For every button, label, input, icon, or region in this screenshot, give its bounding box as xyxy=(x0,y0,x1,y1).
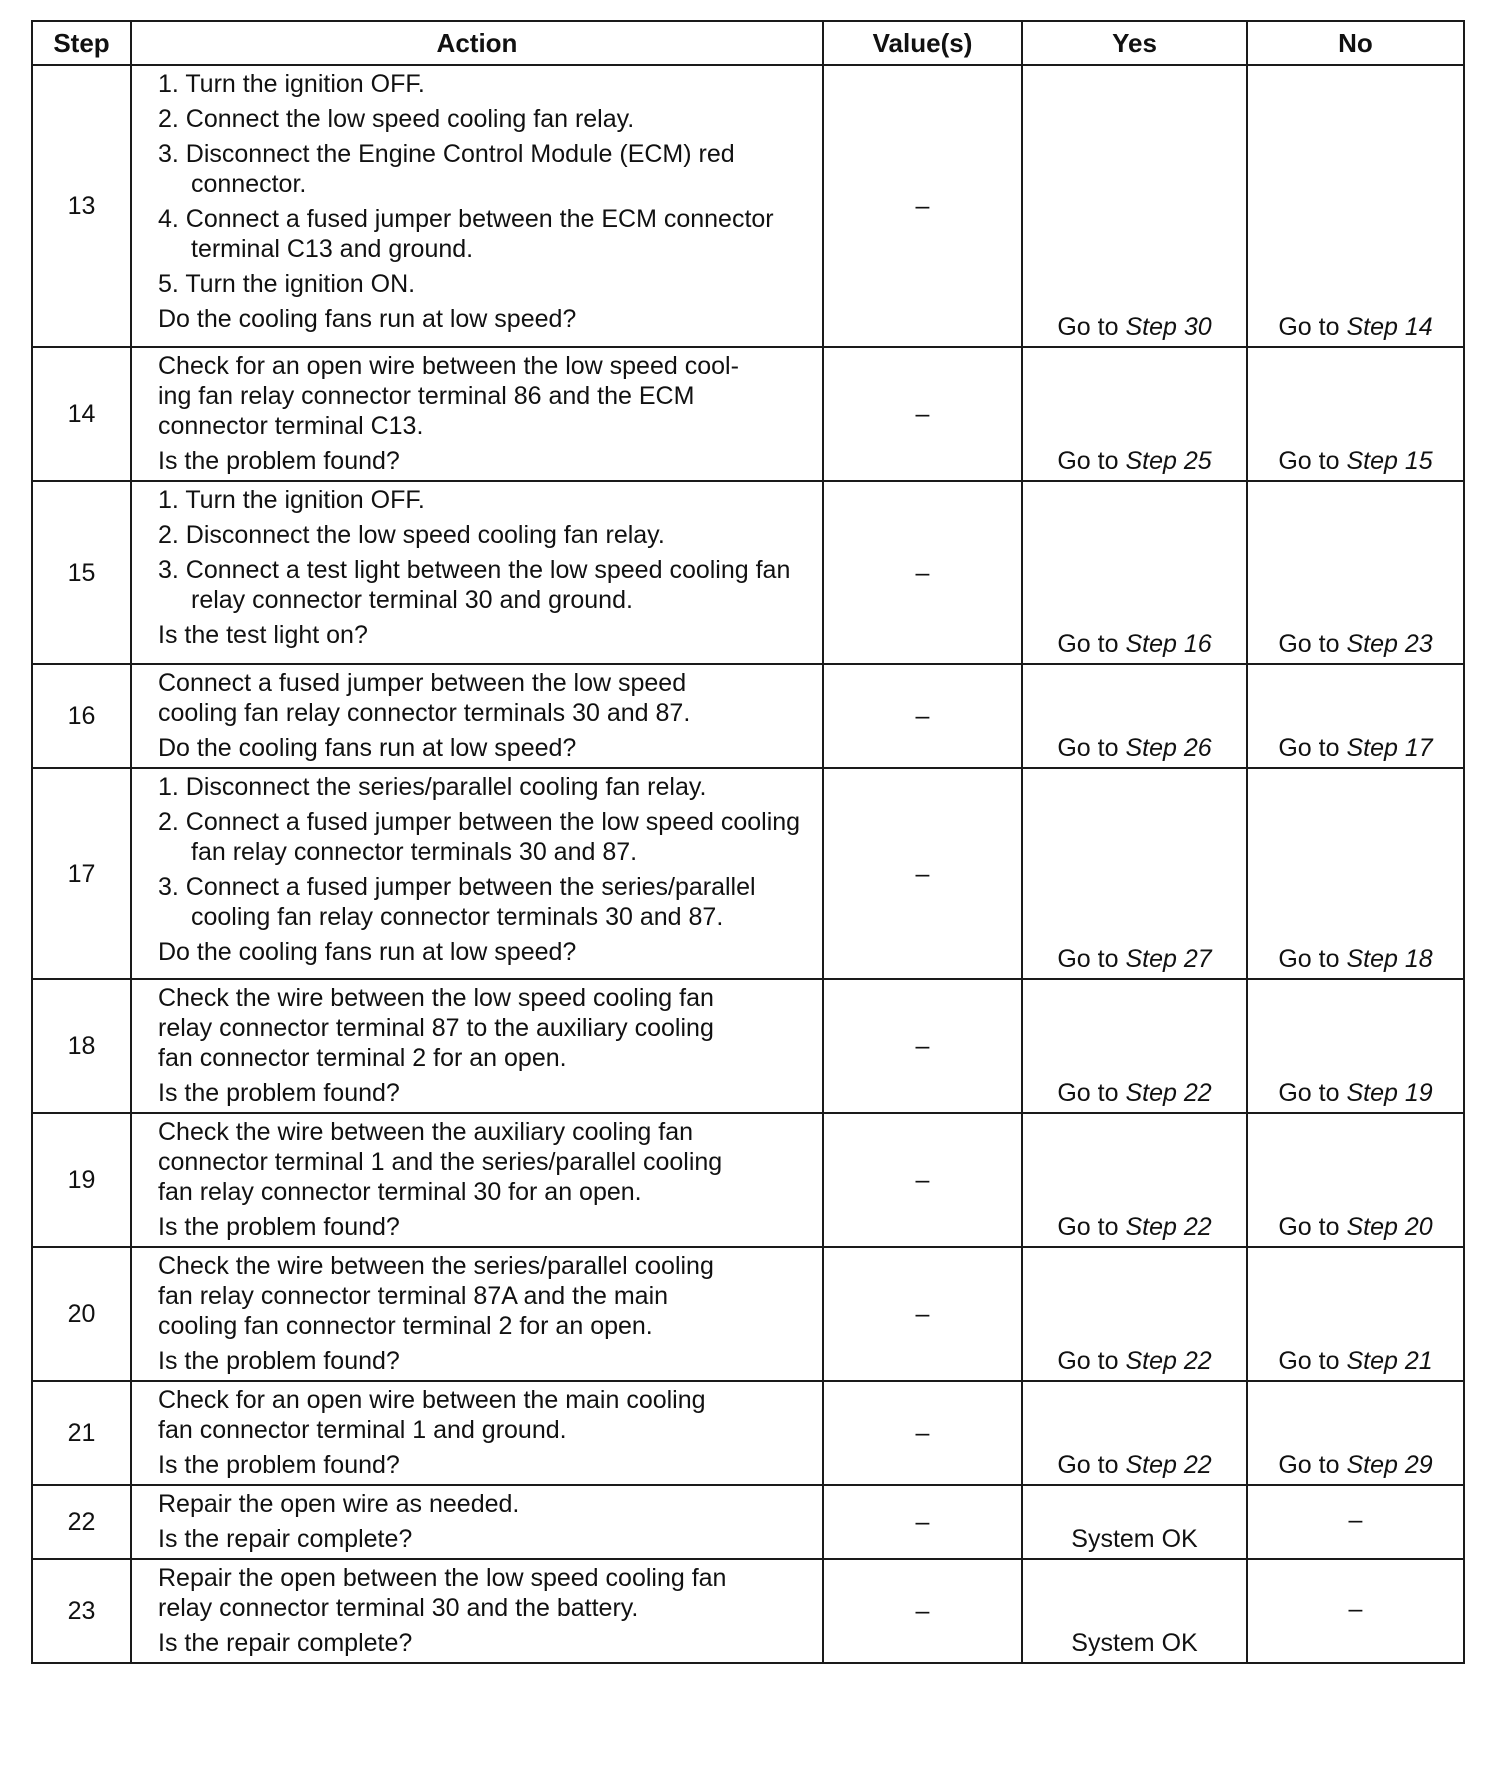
table-row xyxy=(32,664,1464,768)
step-number: 13 xyxy=(32,65,131,347)
action-line: Check the wire between the auxiliary cooling fan xyxy=(158,1118,694,1146)
no-step-link: Step 18 xyxy=(1346,945,1433,973)
values-cell: – xyxy=(823,664,1022,768)
action-line: Check for an open wire between the low speed cool- xyxy=(158,352,739,380)
action-line: Check the wire between the series/parallel cooling xyxy=(158,1252,714,1280)
no-result: – xyxy=(1348,1506,1363,1534)
action-list-item: 4. Connect a fused jumper between the ECM connector terminal C13 and ground. xyxy=(158,205,774,263)
values-cell: – xyxy=(823,979,1022,1113)
table-row xyxy=(32,1559,1464,1663)
table-row xyxy=(32,1247,1464,1381)
action-list-item: 5. Turn the ignition ON. xyxy=(158,270,416,298)
go-to-label: Go to xyxy=(1057,1079,1119,1107)
values-cell: – xyxy=(823,1485,1022,1559)
no-cell xyxy=(1247,1247,1464,1381)
action-cell xyxy=(131,768,823,979)
header-step: Step xyxy=(32,21,131,65)
diagnostic-table xyxy=(31,20,1465,1664)
step-number: 16 xyxy=(32,664,131,768)
go-to-label: Go to xyxy=(1278,1451,1340,1479)
values-cell: – xyxy=(823,347,1022,481)
action-cell xyxy=(131,65,823,347)
header-yes: Yes xyxy=(1022,21,1247,65)
action-cell xyxy=(131,664,823,768)
action-line: Repair the open between the low speed cooling fan xyxy=(158,1564,727,1592)
action-line: relay connector terminal 30 and the battery. xyxy=(158,1594,639,1622)
action-list-item: 2. Connect the low speed cooling fan relay. xyxy=(158,105,635,133)
action-line: cooling fan connector terminal 2 for an open. xyxy=(158,1312,653,1340)
action-line: relay connector terminal 87 to the auxiliary cooling xyxy=(158,1014,714,1042)
go-to-label: Go to xyxy=(1057,734,1119,762)
go-to-label: Go to xyxy=(1278,1079,1340,1107)
action-list-item: 3. Connect a test light between the low speed cooling fan relay connector terminal 30 and ground. xyxy=(158,556,791,614)
action-line: connector terminal 1 and the series/parallel cooling xyxy=(158,1148,723,1176)
go-to-label: Go to xyxy=(1278,734,1340,762)
step-number: 19 xyxy=(32,1113,131,1247)
step-number: 23 xyxy=(32,1559,131,1663)
action-line: Check for an open wire between the main cooling xyxy=(158,1386,706,1414)
action-cell xyxy=(131,979,823,1113)
action-cell xyxy=(131,481,823,664)
table-body xyxy=(32,65,1464,1663)
table-row xyxy=(32,768,1464,979)
go-to-label: Go to xyxy=(1057,1347,1119,1375)
action-line: fan relay connector terminal 30 for an open. xyxy=(158,1178,642,1206)
no-cell xyxy=(1247,65,1464,347)
action-list-item: 2. Disconnect the low speed cooling fan relay. xyxy=(158,521,665,549)
action-cell xyxy=(131,1381,823,1485)
action-question: Is the problem found? xyxy=(158,1347,400,1375)
step-number: 15 xyxy=(32,481,131,664)
table-row xyxy=(32,1113,1464,1247)
header-no: No xyxy=(1247,21,1464,65)
step-number: 14 xyxy=(32,347,131,481)
action-question: Do the cooling fans run at low speed? xyxy=(158,734,577,762)
action-line: fan connector terminal 1 and ground. xyxy=(158,1416,567,1444)
action-question: Do the cooling fans run at low speed? xyxy=(158,938,577,966)
no-step-link: Step 23 xyxy=(1346,630,1433,658)
action-line: fan connector terminal 2 for an open. xyxy=(158,1044,567,1072)
no-cell xyxy=(1247,1485,1464,1559)
action-list-item: 1. Turn the ignition OFF. xyxy=(158,70,425,98)
go-to-label: Go to xyxy=(1057,447,1119,475)
action-line: Connect a fused jumper between the low speed xyxy=(158,669,687,697)
go-to-label: Go to xyxy=(1057,313,1119,341)
action-cell xyxy=(131,1485,823,1559)
header-action: Action xyxy=(131,21,823,65)
no-step-link: Step 29 xyxy=(1346,1451,1433,1479)
action-line: fan relay connector terminal 87A and the main xyxy=(158,1282,669,1310)
go-to-label: Go to xyxy=(1278,1347,1340,1375)
yes-result: System OK xyxy=(1071,1525,1198,1553)
no-cell xyxy=(1247,1381,1464,1485)
table-row xyxy=(32,979,1464,1113)
header-row xyxy=(32,21,1464,65)
values-cell: – xyxy=(823,1381,1022,1485)
action-question: Is the test light on? xyxy=(158,621,368,649)
action-line: cooling fan relay connector terminals 30 and 87. xyxy=(158,699,691,727)
no-step-link: Step 20 xyxy=(1346,1213,1433,1241)
yes-cell xyxy=(1022,1381,1247,1485)
yes-cell xyxy=(1022,768,1247,979)
no-cell xyxy=(1247,1113,1464,1247)
action-list-item: 2. Connect a fused jumper between the low speed cooling fan relay connector terminals 30 and 87. xyxy=(158,808,801,866)
action-line: Repair the open wire as needed. xyxy=(158,1490,520,1518)
yes-step-link: Step 26 xyxy=(1125,734,1212,762)
no-result: – xyxy=(1348,1595,1363,1623)
no-step-link: Step 19 xyxy=(1346,1079,1433,1107)
yes-cell xyxy=(1022,1485,1247,1559)
action-cell xyxy=(131,1559,823,1663)
no-step-link: Step 17 xyxy=(1346,734,1433,762)
go-to-label: Go to xyxy=(1278,313,1340,341)
action-question: Do the cooling fans run at low speed? xyxy=(158,305,577,333)
action-cell xyxy=(131,1113,823,1247)
go-to-label: Go to xyxy=(1057,945,1119,973)
action-line: connector terminal C13. xyxy=(158,412,424,440)
go-to-label: Go to xyxy=(1057,1451,1119,1479)
no-cell xyxy=(1247,1559,1464,1663)
action-cell xyxy=(131,1247,823,1381)
yes-step-link: Step 22 xyxy=(1125,1213,1212,1241)
no-cell xyxy=(1247,768,1464,979)
step-number: 20 xyxy=(32,1247,131,1381)
action-list-item: 1. Turn the ignition OFF. xyxy=(158,486,425,514)
yes-step-link: Step 27 xyxy=(1125,945,1212,973)
yes-cell xyxy=(1022,1113,1247,1247)
action-list-item: 3. Disconnect the Engine Control Module (ECM) red connector. xyxy=(158,140,735,198)
step-number: 18 xyxy=(32,979,131,1113)
yes-cell xyxy=(1022,664,1247,768)
action-question: Is the repair complete? xyxy=(158,1629,413,1657)
go-to-label: Go to xyxy=(1278,630,1340,658)
no-cell xyxy=(1247,481,1464,664)
yes-result: System OK xyxy=(1071,1629,1198,1657)
no-step-link: Step 21 xyxy=(1346,1347,1433,1375)
table-row xyxy=(32,65,1464,347)
yes-step-link: Step 25 xyxy=(1125,447,1212,475)
go-to-label: Go to xyxy=(1057,630,1119,658)
no-cell xyxy=(1247,664,1464,768)
table-row xyxy=(32,347,1464,481)
yes-step-link: Step 16 xyxy=(1125,630,1212,658)
action-question: Is the problem found? xyxy=(158,1451,400,1479)
no-step-link: Step 14 xyxy=(1346,313,1433,341)
table-row xyxy=(32,1381,1464,1485)
values-cell: – xyxy=(823,65,1022,347)
yes-step-link: Step 22 xyxy=(1125,1451,1212,1479)
header-values: Value(s) xyxy=(823,21,1022,65)
action-question: Is the problem found? xyxy=(158,447,400,475)
action-question: Is the problem found? xyxy=(158,1079,400,1107)
values-cell: – xyxy=(823,481,1022,664)
action-list-item: 3. Connect a fused jumper between the series/parallel cooling fan relay connector terminals 30 and 87. xyxy=(158,873,756,931)
yes-cell xyxy=(1022,979,1247,1113)
action-line: Check the wire between the low speed cooling fan xyxy=(158,984,714,1012)
step-number: 22 xyxy=(32,1485,131,1559)
table-row xyxy=(32,1485,1464,1559)
no-cell xyxy=(1247,347,1464,481)
go-to-label: Go to xyxy=(1278,1213,1340,1241)
values-cell: – xyxy=(823,1113,1022,1247)
yes-step-link: Step 22 xyxy=(1125,1079,1212,1107)
action-question: Is the problem found? xyxy=(158,1213,400,1241)
go-to-label: Go to xyxy=(1278,447,1340,475)
step-number: 17 xyxy=(32,768,131,979)
yes-cell xyxy=(1022,65,1247,347)
action-question: Is the repair complete? xyxy=(158,1525,413,1553)
values-cell: – xyxy=(823,1559,1022,1663)
yes-cell xyxy=(1022,347,1247,481)
action-line: ing fan relay connector terminal 86 and the ECM xyxy=(158,382,695,410)
yes-cell xyxy=(1022,1247,1247,1381)
go-to-label: Go to xyxy=(1278,945,1340,973)
yes-cell xyxy=(1022,1559,1247,1663)
no-cell xyxy=(1247,979,1464,1113)
no-step-link: Step 15 xyxy=(1346,447,1433,475)
values-cell: – xyxy=(823,768,1022,979)
table-row xyxy=(32,481,1464,664)
action-cell xyxy=(131,347,823,481)
action-list-item: 1. Disconnect the series/parallel cooling fan relay. xyxy=(158,773,707,801)
values-cell: – xyxy=(823,1247,1022,1381)
yes-step-link: Step 22 xyxy=(1125,1347,1212,1375)
yes-step-link: Step 30 xyxy=(1125,313,1212,341)
go-to-label: Go to xyxy=(1057,1213,1119,1241)
step-number: 21 xyxy=(32,1381,131,1485)
yes-cell xyxy=(1022,481,1247,664)
